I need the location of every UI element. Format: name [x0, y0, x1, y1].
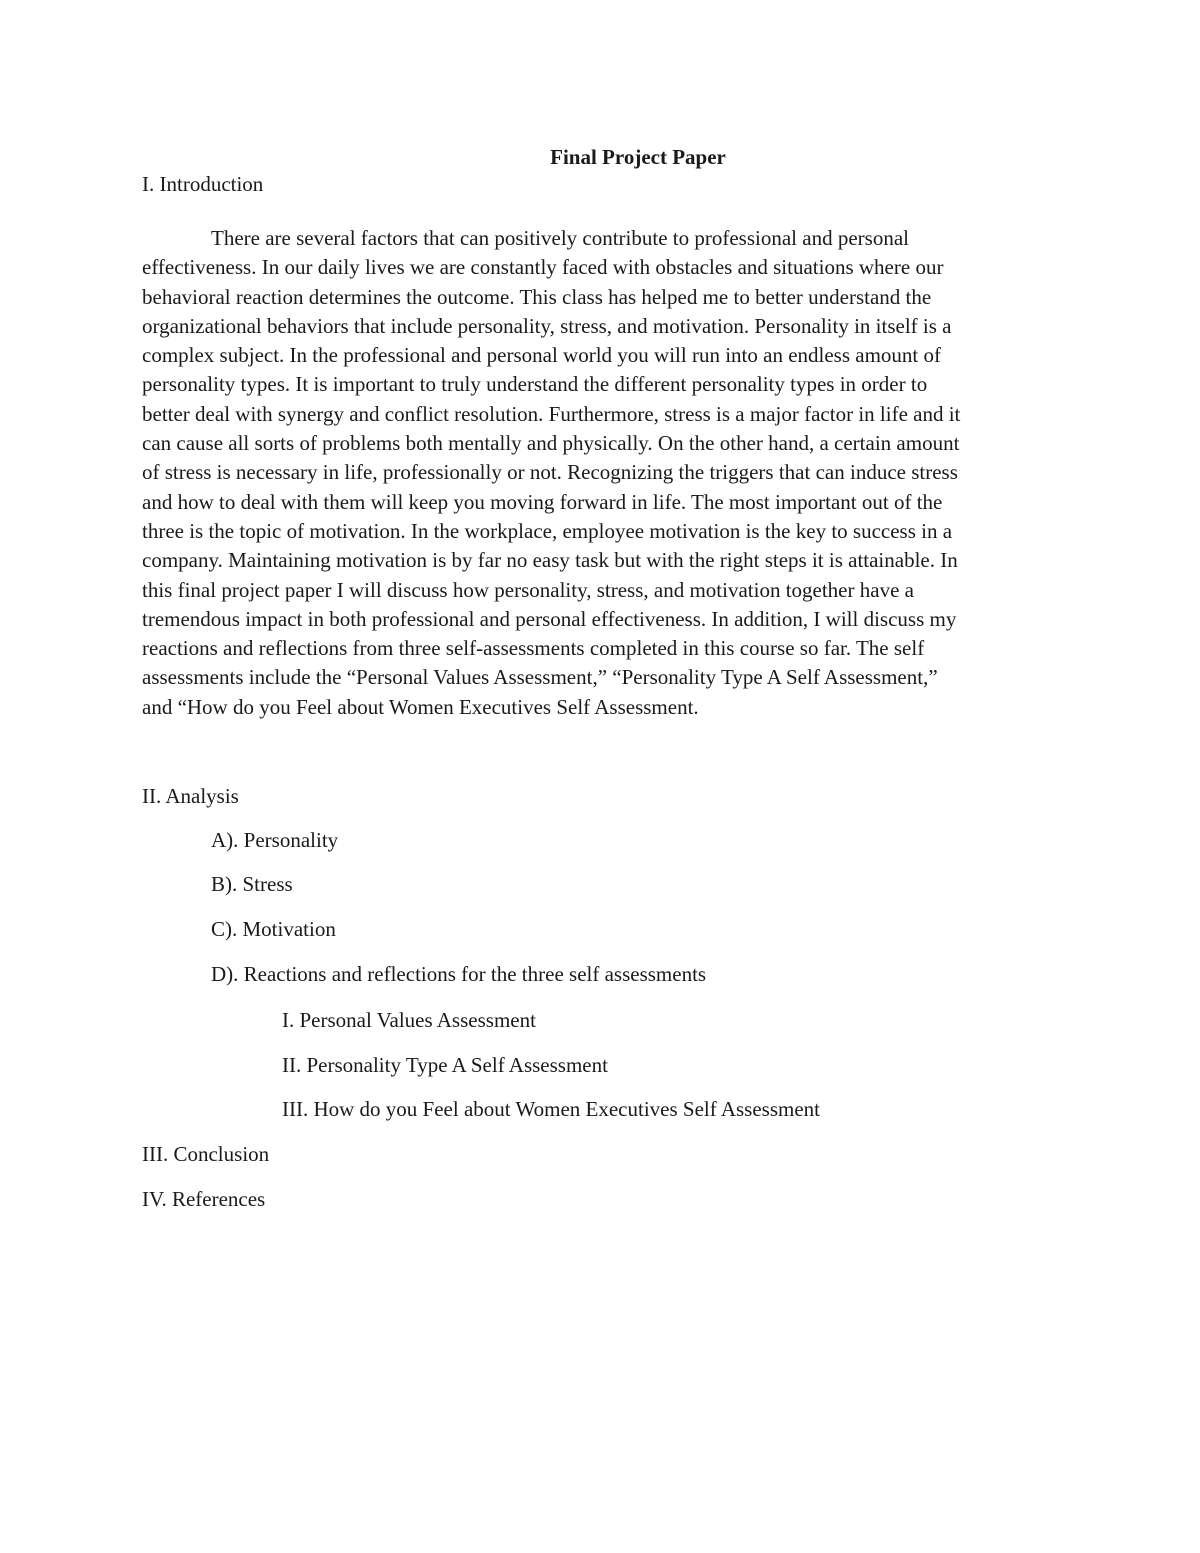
paragraph-line: behavioral reaction determines the outcome. This class has helped me to better understand the	[142, 284, 932, 309]
section-heading-analysis: II. Analysis	[142, 784, 239, 808]
outline-subitem-personal-values: I. Personal Values Assessment	[282, 1008, 536, 1032]
paragraph-line: can cause all sorts of problems both mentally and physically. On the other hand, a certain amount	[142, 431, 960, 456]
outline-item-personality: A). Personality	[211, 828, 339, 852]
paragraph-line: this final project paper I will discuss how personality, stress, and motivation together have a	[142, 577, 914, 602]
outline-item-reactions: D). Reactions and reflections for the three self assessments	[211, 962, 707, 986]
outline-subitem-women-executives: III. How do you Feel about Women Executives Self Assessment	[282, 1097, 821, 1121]
paragraph-line: better deal with synergy and conflict resolution. Furthermore, stress is a major factor in life and it	[142, 401, 961, 426]
section-heading-introduction: I. Introduction	[142, 172, 264, 196]
outline-item-motivation: C). Motivation	[211, 917, 336, 941]
outline-subitem-personality-type-a: II. Personality Type A Self Assessment	[282, 1053, 608, 1077]
paragraph-line: assessments include the “Personal Values Assessment,” “Personality Type A Self Assessment,”	[142, 665, 938, 690]
page-title: Final Project Paper	[550, 145, 726, 169]
paragraph-line: three is the topic of motivation. In the workplace, employee motivation is the key to success in a	[142, 518, 953, 543]
outline-item-stress: B). Stress	[211, 872, 293, 896]
section-heading-references: IV. References	[142, 1187, 266, 1211]
paragraph-line: There are several factors that can positively contribute to professional and personal	[211, 226, 909, 250]
introduction-paragraph	[142, 224, 1062, 722]
paragraph-line: of stress is necessary in life, professionally or not. Recognizing the triggers that can induce stress	[142, 460, 958, 485]
paragraph-line: and how to deal with them will keep you moving forward in life. The most important out of the	[142, 489, 943, 514]
paragraph-line: reactions and reflections from three self-assessments completed in this course so far. The self	[142, 636, 925, 661]
paragraph-line: complex subject. In the professional and personal world you will run into an endless amount of	[142, 343, 941, 368]
paragraph-line: personality types. It is important to truly understand the different personality types in order to	[142, 372, 928, 397]
paragraph-line: organizational behaviors that include personality, stress, and motivation. Personality in itself is a	[142, 313, 952, 338]
paragraph-line: and “How do you Feel about Women Executives Self Assessment.	[142, 694, 699, 719]
paragraph-line: company. Maintaining motivation is by far no easy task but with the right steps it is attainable. In	[142, 548, 958, 573]
paragraph-line: tremendous impact in both professional and personal effectiveness. In addition, I will discuss my	[142, 606, 957, 631]
section-heading-conclusion: III. Conclusion	[142, 1142, 270, 1166]
paragraph-line: effectiveness. In our daily lives we are constantly faced with obstacles and situations where our	[142, 255, 944, 280]
